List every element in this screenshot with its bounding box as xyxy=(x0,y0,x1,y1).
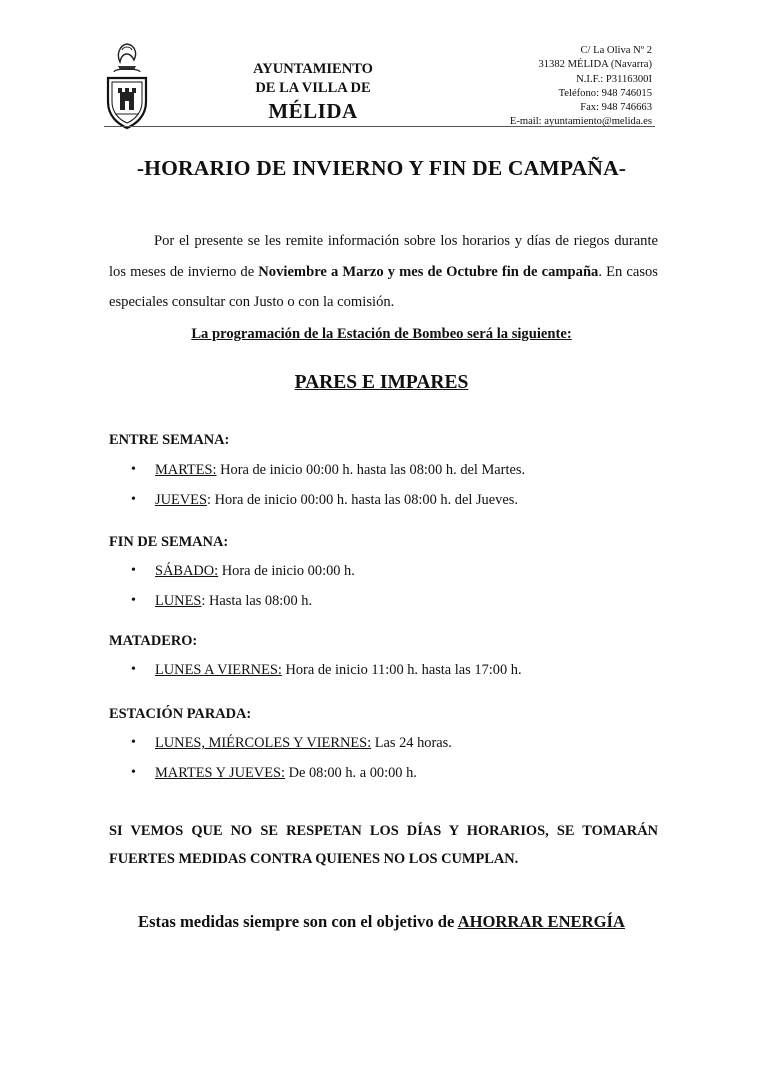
contact-nif: N.I.F.: P3116300I xyxy=(576,73,652,85)
contact-phone: Teléfono: 948 746015 xyxy=(558,87,652,99)
bullet-icon: • xyxy=(131,765,136,780)
intro-paragraph xyxy=(109,226,658,318)
item-day: JUEVES xyxy=(155,492,207,508)
section-fin-de-semana-title: FIN DE SEMANA: xyxy=(109,534,229,550)
list-item xyxy=(109,586,355,616)
bullet-icon: • xyxy=(131,593,136,608)
list-item xyxy=(109,556,355,586)
item-text: Hora de inicio 00:00 h. xyxy=(218,563,355,579)
municipality-name xyxy=(238,60,388,121)
letterhead-line-1: AYUNTAMIENTO xyxy=(253,61,373,77)
contact-email: E-mail: ayuntamiento@melida.es xyxy=(509,116,652,128)
closing-emphasis: AHORRAR ENERGÍA xyxy=(457,912,625,931)
letterhead-town: MÉLIDA xyxy=(268,99,358,123)
bullet-icon: • xyxy=(131,662,136,677)
letterhead-line-2: DE LA VILLA DE xyxy=(255,80,371,96)
section-estacion-parada-list xyxy=(109,728,452,788)
item-text: : Hora de inicio 00:00 h. hasta las 08:00 h. del Jueves. xyxy=(206,492,518,508)
section-estacion-parada-title: ESTACIÓN PARADA: xyxy=(109,706,252,722)
item-day: LUNES A VIERNES: xyxy=(155,662,282,678)
contact-postal: 31382 MÉLIDA (Navarra) xyxy=(538,59,652,71)
item-day: MARTES Y JUEVES: xyxy=(155,765,285,781)
list-item xyxy=(109,728,452,758)
pares-impares-heading: PARES E IMPARES xyxy=(294,372,469,393)
document-title: -HORARIO DE INVIERNO Y FIN DE CAMPAÑA- xyxy=(136,156,627,180)
item-text: Hora de inicio 00:00 h. hasta las 08:00 h. del Martes. xyxy=(216,462,526,478)
intro-bold-period: Noviembre a Marzo y mes de Octubre fin de campaña xyxy=(258,263,599,280)
bullet-icon: • xyxy=(131,735,136,750)
item-day: LUNES xyxy=(155,593,202,609)
item-day: LUNES, MIÉRCOLES Y VIERNES: xyxy=(155,735,372,751)
list-item xyxy=(109,655,522,685)
bullet-icon: • xyxy=(131,462,136,477)
closing-text: Estas medidas siempre son con el objetivo de xyxy=(138,912,458,931)
item-text: Hora de inicio 11:00 h. hasta las 17:00 h. xyxy=(281,662,522,678)
warning-notice: SI VEMOS QUE NO SE RESPETAN LOS DÍAS Y HORARIOS, SE TOMARÁN FUERTES MEDIDAS CONTRA QUIENES NO LOS CUMPLAN. xyxy=(109,823,658,867)
contact-block xyxy=(392,44,652,130)
intro-text-1: Por el presente se les remite información sobre los horarios y días de riegos durante los meses de invierno de xyxy=(109,233,658,280)
header-divider xyxy=(104,126,655,127)
contact-fax: Fax: 948 746663 xyxy=(580,102,652,114)
coat-of-arms-icon xyxy=(104,40,150,132)
list-item xyxy=(109,455,525,485)
list-item xyxy=(109,758,452,788)
section-fin-de-semana-list xyxy=(109,556,355,616)
section-entre-semana-title: ENTRE SEMANA: xyxy=(109,432,230,448)
schedule-subtitle: La programación de la Estación de Bombeo será la siguiente: xyxy=(191,326,572,342)
section-entre-semana-list xyxy=(109,455,525,515)
bullet-icon: • xyxy=(131,492,136,507)
item-text: De 08:00 h. a 00:00 h. xyxy=(285,765,417,781)
item-day: SÁBADO: xyxy=(155,563,219,579)
item-day: MARTES: xyxy=(155,462,217,478)
bullet-icon: • xyxy=(131,563,136,578)
closing-statement xyxy=(0,912,763,932)
section-matadero-list xyxy=(109,655,522,685)
item-text: Las 24 horas. xyxy=(371,735,452,751)
intro-text-2: . En casos especiales consultar con Justo o con la comisión. xyxy=(109,263,658,310)
section-matadero-title: MATADERO: xyxy=(109,633,198,649)
contact-address: C/ La Oliva Nº 2 xyxy=(580,45,652,56)
item-text: : Hasta las 08:00 h. xyxy=(201,593,313,609)
list-item xyxy=(109,485,525,515)
